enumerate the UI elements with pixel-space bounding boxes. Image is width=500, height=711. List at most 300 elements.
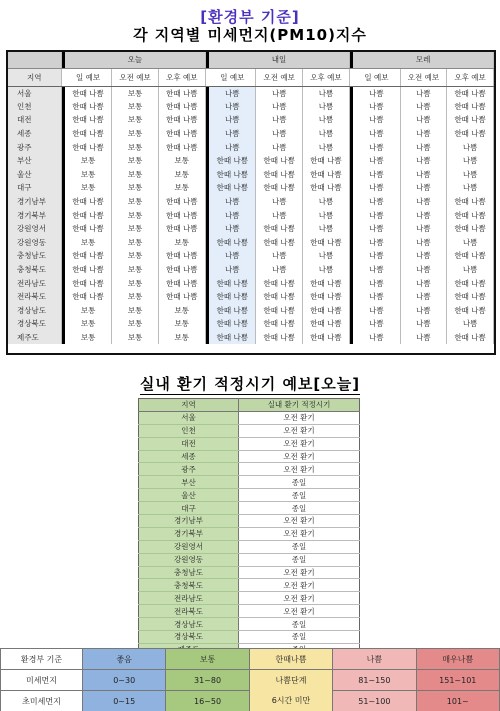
ventilation-region: 세종 (139, 450, 239, 463)
pm10-very-bad-range: 151~101 (416, 670, 499, 691)
forecast-cell: 나쁨 (303, 208, 350, 222)
forecast-cell: 보통 (158, 317, 205, 331)
table-row (8, 208, 494, 222)
region-name: 대구 (8, 181, 61, 195)
ventilation-timing: 종일 (239, 540, 360, 553)
table-row (8, 249, 494, 263)
forecast-cell: 보통 (112, 181, 159, 195)
forecast-cell: 나쁨 (256, 127, 303, 141)
forecast-cell: 한때 나쁨 (256, 276, 303, 290)
day-header-2: 모레 (353, 52, 493, 68)
forecast-cell: 한때 나쁨 (303, 304, 350, 318)
forecast-cell: 한때 나쁨 (256, 317, 303, 331)
sub-header-1-1: 오전 예보 (256, 68, 303, 86)
region-name: 경상남도 (8, 304, 61, 318)
forecast-cell: 나쁨 (353, 113, 400, 127)
forecast-cell: 한때 나쁨 (65, 249, 112, 263)
forecast-cell: 한때 나쁨 (447, 249, 494, 263)
forecast-cell: 한때 나쁨 (256, 222, 303, 236)
forecast-cell: 나쁨 (353, 100, 400, 114)
ventilation-table (138, 398, 360, 657)
forecast-cell: 나쁨 (303, 100, 350, 114)
table-row (139, 450, 360, 463)
table-row (8, 140, 494, 154)
forecast-cell: 한때 나쁨 (65, 222, 112, 236)
forecast-cell: 한때 나쁨 (209, 168, 256, 182)
table-row (8, 86, 494, 100)
forecast-cell: 나쁨 (209, 86, 256, 100)
sub-header-0-1: 오전 예보 (112, 68, 159, 86)
grade-good: 좋음 (83, 649, 166, 670)
forecast-cell: 나쁨 (303, 249, 350, 263)
forecast-cell: 보통 (65, 168, 112, 182)
region-name: 인천 (8, 100, 61, 114)
ventilation-timing: 오전 환기 (239, 437, 360, 450)
ventilation-region: 서울 (139, 411, 239, 424)
forecast-cell: 나쁨 (400, 86, 447, 100)
ventilation-region: 경상남도 (139, 618, 239, 631)
ventilation-timing: 오전 환기 (239, 411, 360, 424)
forecast-cell: 나쁨 (400, 181, 447, 195)
day-header-1: 내일 (209, 52, 349, 68)
forecast-cell: 보통 (112, 317, 159, 331)
forecast-cell: 한때 나쁨 (158, 263, 205, 277)
forecast-cell: 보통 (112, 86, 159, 100)
ventilation-region: 전라남도 (139, 592, 239, 605)
forecast-cell: 나쁨 (303, 222, 350, 236)
forecast-cell: 보통 (158, 304, 205, 318)
forecast-cell: 한때 나쁨 (447, 290, 494, 304)
forecast-cell: 나쁨 (400, 195, 447, 209)
ventilation-region: 대구 (139, 502, 239, 515)
ventilation-title: 실내 환기 적정시기 예보[오늘] (139, 375, 361, 393)
forecast-cell: 보통 (112, 263, 159, 277)
forecast-cell: 한때 나쁨 (209, 154, 256, 168)
ventilation-timing: 오전 환기 (239, 566, 360, 579)
forecast-cell: 나쁨 (353, 222, 400, 236)
forecast-cell: 보통 (112, 249, 159, 263)
forecast-cell: 나쁨 (303, 113, 350, 127)
table-row (139, 411, 360, 424)
ventilation-region: 충청남도 (139, 566, 239, 579)
forecast-cell: 나쁨 (353, 249, 400, 263)
forecast-cell: 보통 (158, 181, 205, 195)
forecast-cell: 한때 나쁨 (303, 236, 350, 250)
forecast-cell: 나쁨 (353, 290, 400, 304)
table-row (139, 424, 360, 437)
ventilation-region: 대전 (139, 437, 239, 450)
table-row (8, 100, 494, 114)
table-row (8, 222, 494, 236)
sub-header-1-0: 일 예보 (209, 68, 256, 86)
forecast-cell: 한때 나쁨 (256, 304, 303, 318)
forecast-cell: 한때 나쁨 (447, 113, 494, 127)
forecast-cell: 나쁨 (303, 140, 350, 154)
forecast-cell: 나쁨 (209, 113, 256, 127)
region-name: 서울 (8, 86, 61, 100)
ventilation-timing: 오전 환기 (239, 605, 360, 618)
forecast-cell: 나쁨 (400, 290, 447, 304)
region-name: 충청남도 (8, 249, 61, 263)
region-name: 광주 (8, 140, 61, 154)
forecast-cell: 보통 (112, 195, 159, 209)
forecast-cell: 한때 나쁨 (256, 290, 303, 304)
forecast-cell: 나쁨 (400, 276, 447, 290)
forecast-cell: 나쁨 (256, 140, 303, 154)
forecast-cell: 나쁨 (400, 113, 447, 127)
table-row (139, 515, 360, 528)
ventilation-timing: 종일 (239, 489, 360, 502)
forecast-cell: 한때 나쁨 (447, 195, 494, 209)
table-row (139, 540, 360, 553)
table-row (139, 476, 360, 489)
table-row (8, 263, 494, 277)
forecast-cell: 보통 (65, 331, 112, 345)
forecast-cell: 한때 나쁨 (256, 181, 303, 195)
forecast-cell: 보통 (112, 290, 159, 304)
forecast-cell: 한때 나쁨 (303, 317, 350, 331)
forecast-cell: 한때 나쁨 (65, 86, 112, 100)
forecast-cell: 나쁨 (447, 236, 494, 250)
sub-header-2-1: 오전 예보 (400, 68, 447, 86)
forecast-cell: 한때 나쁨 (65, 140, 112, 154)
pm25-bad-range: 51~100 (333, 691, 416, 711)
forecast-cell: 나쁨 (209, 195, 256, 209)
forecast-cell: 한때 나쁨 (209, 181, 256, 195)
table-row (139, 527, 360, 540)
forecast-cell: 나쁨 (256, 249, 303, 263)
sub-header-2-2: 오후 예보 (447, 68, 494, 86)
forecast-cell: 한때 나쁨 (65, 290, 112, 304)
forecast-cell: 나쁨 (400, 317, 447, 331)
forecast-cell: 나쁨 (400, 331, 447, 345)
forecast-cell: 나쁨 (353, 263, 400, 277)
forecast-cell: 나쁨 (400, 222, 447, 236)
forecast-cell: 나쁨 (303, 263, 350, 277)
forecast-cell: 한때 나쁨 (65, 127, 112, 141)
forecast-cell: 나쁨 (353, 236, 400, 250)
forecast-cell: 나쁨 (400, 127, 447, 141)
forecast-cell: 나쁨 (353, 86, 400, 100)
forecast-cell: 나쁨 (256, 195, 303, 209)
ventilation-region: 인천 (139, 424, 239, 437)
table-row (139, 605, 360, 618)
forecast-cell: 한때 나쁨 (447, 100, 494, 114)
forecast-cell: 나쁨 (400, 168, 447, 182)
pm10-label: 미세먼지 (1, 670, 83, 691)
forecast-cell: 나쁨 (447, 181, 494, 195)
region-name: 경상북도 (8, 317, 61, 331)
forecast-cell: 나쁨 (353, 317, 400, 331)
table-row (8, 290, 494, 304)
ventilation-region: 광주 (139, 463, 239, 476)
table-row (139, 489, 360, 502)
forecast-cell: 한때 나쁨 (303, 331, 350, 345)
forecast-cell: 나쁨 (400, 154, 447, 168)
forecast-cell: 나쁨 (353, 168, 400, 182)
forecast-cell: 한때 나쁨 (65, 263, 112, 277)
forecast-cell: 한때 나쁨 (447, 331, 494, 345)
grade-bad: 나쁨 (333, 649, 416, 670)
forecast-cell: 나쁨 (209, 208, 256, 222)
page-title: 각 지역별 미세먼지(PM10)지수 (133, 26, 367, 44)
pm10-normal-range: 31~80 (166, 670, 249, 691)
forecast-cell: 나쁨 (400, 263, 447, 277)
forecast-cell: 보통 (112, 208, 159, 222)
forecast-cell: 나쁨 (256, 208, 303, 222)
sometimes-bad-line1: 나쁨단계 (275, 675, 307, 685)
ventilation-header-row (139, 399, 360, 412)
forecast-cell: 나쁨 (209, 263, 256, 277)
forecast-cell: 보통 (112, 236, 159, 250)
table-row (8, 181, 494, 195)
ventilation-timing: 오전 환기 (239, 450, 360, 463)
source-title: [환경부 기준] (200, 8, 300, 26)
forecast-cell: 나쁨 (400, 140, 447, 154)
forecast-cell: 나쁨 (447, 168, 494, 182)
forecast-cell: 한때 나쁨 (158, 140, 205, 154)
forecast-cell: 나쁨 (209, 249, 256, 263)
table-row (8, 331, 494, 345)
sub-header-0-0: 일 예보 (65, 68, 112, 86)
forecast-cell: 나쁨 (447, 140, 494, 154)
forecast-day-header-row (8, 52, 494, 68)
forecast-cell: 나쁨 (256, 113, 303, 127)
forecast-cell: 나쁨 (353, 304, 400, 318)
forecast-cell: 한때 나쁨 (158, 222, 205, 236)
table-row (139, 437, 360, 450)
forecast-cell: 한때 나쁨 (65, 276, 112, 290)
ventilation-region: 경기북부 (139, 527, 239, 540)
forecast-cell: 한때 나쁨 (447, 304, 494, 318)
forecast-cell: 한때 나쁨 (303, 154, 350, 168)
sub-header-0-2: 오후 예보 (158, 68, 205, 86)
ventilation-region: 경기남부 (139, 515, 239, 528)
forecast-cell: 나쁨 (353, 154, 400, 168)
ventilation-timing: 종일 (239, 553, 360, 566)
forecast-cell: 보통 (65, 304, 112, 318)
table-row (8, 195, 494, 209)
forecast-cell: 나쁨 (447, 263, 494, 277)
forecast-cell: 나쁨 (400, 249, 447, 263)
forecast-cell: 보통 (65, 236, 112, 250)
forecast-cell: 나쁨 (209, 127, 256, 141)
ventilation-timing: 오전 환기 (239, 463, 360, 476)
ventilation-region: 강원영서 (139, 540, 239, 553)
forecast-cell: 한때 나쁨 (158, 100, 205, 114)
forecast-cell: 나쁨 (353, 140, 400, 154)
forecast-cell: 나쁨 (447, 317, 494, 331)
forecast-cell: 한때 나쁨 (303, 181, 350, 195)
forecast-cell: 나쁨 (303, 86, 350, 100)
forecast-sub-header-row (8, 68, 494, 86)
forecast-cell: 한때 나쁨 (447, 208, 494, 222)
forecast-cell: 한때 나쁨 (65, 100, 112, 114)
forecast-cell: 나쁨 (353, 127, 400, 141)
forecast-cell: 한때 나쁨 (158, 195, 205, 209)
forecast-cell: 한때 나쁨 (158, 276, 205, 290)
forecast-cell: 나쁨 (353, 276, 400, 290)
forecast-cell: 한때 나쁨 (209, 236, 256, 250)
forecast-cell: 나쁨 (256, 86, 303, 100)
region-name: 강원영동 (8, 236, 61, 250)
grade-legend-table (0, 648, 500, 711)
ventilation-timing: 오전 환기 (239, 527, 360, 540)
forecast-cell: 한때 나쁨 (209, 290, 256, 304)
forecast-cell: 보통 (112, 140, 159, 154)
table-row (8, 304, 494, 318)
forecast-cell: 보통 (112, 168, 159, 182)
ventilation-timing-header: 실내 환기 적정시기 (239, 399, 360, 412)
table-row (139, 566, 360, 579)
region-name: 세종 (8, 127, 61, 141)
forecast-cell: 보통 (112, 127, 159, 141)
forecast-cell: 나쁨 (209, 140, 256, 154)
region-name: 경기북부 (8, 208, 61, 222)
table-row (139, 553, 360, 566)
forecast-cell: 한때 나쁨 (256, 236, 303, 250)
table-row (8, 168, 494, 182)
sometimes-bad-line2: 6시간 미만 (271, 695, 311, 705)
region-name: 울산 (8, 168, 61, 182)
table-row (8, 276, 494, 290)
grade-very-bad: 매우나쁨 (416, 649, 499, 670)
forecast-cell: 나쁨 (400, 100, 447, 114)
region-header-spacer (8, 52, 61, 68)
forecast-cell: 한때 나쁨 (65, 195, 112, 209)
table-row (139, 463, 360, 476)
table-row (8, 113, 494, 127)
forecast-cell: 한때 나쁨 (256, 168, 303, 182)
forecast-table (6, 50, 496, 355)
forecast-cell: 한때 나쁨 (303, 276, 350, 290)
forecast-cell: 나쁨 (256, 263, 303, 277)
forecast-cell: 보통 (158, 168, 205, 182)
forecast-cell: 한때 나쁨 (158, 86, 205, 100)
region-name: 전라남도 (8, 276, 61, 290)
forecast-cell: 한때 나쁨 (209, 317, 256, 331)
pm10-bad-range: 81~150 (333, 670, 416, 691)
region-name: 충청북도 (8, 263, 61, 277)
legend-header-label: 환경부 기준 (1, 649, 83, 670)
forecast-cell: 한때 나쁨 (447, 222, 494, 236)
forecast-cell: 한때 나쁨 (447, 127, 494, 141)
ventilation-timing: 오전 환기 (239, 424, 360, 437)
ventilation-region: 강원영동 (139, 553, 239, 566)
forecast-cell: 보통 (158, 236, 205, 250)
table-row (8, 317, 494, 331)
ventilation-region: 경상북도 (139, 631, 239, 644)
sometimes-bad-definition (249, 670, 332, 711)
forecast-cell: 나쁨 (256, 100, 303, 114)
region-name: 대전 (8, 113, 61, 127)
ventilation-timing: 종일 (239, 618, 360, 631)
ventilation-region: 부산 (139, 476, 239, 489)
forecast-cell: 보통 (158, 331, 205, 345)
region-name: 경기남부 (8, 195, 61, 209)
forecast-cell: 한때 나쁨 (65, 113, 112, 127)
forecast-cell: 나쁨 (400, 236, 447, 250)
forecast-cell: 한때 나쁨 (303, 168, 350, 182)
region-name: 강원영서 (8, 222, 61, 236)
ventilation-timing: 오전 환기 (239, 592, 360, 605)
table-row (8, 127, 494, 141)
table-row (139, 592, 360, 605)
forecast-cell: 보통 (112, 100, 159, 114)
forecast-cell: 보통 (112, 222, 159, 236)
forecast-cell: 한때 나쁨 (158, 113, 205, 127)
forecast-cell: 나쁨 (303, 127, 350, 141)
region-column-header: 지역 (8, 68, 61, 86)
forecast-cell: 나쁨 (209, 100, 256, 114)
ventilation-timing: 종일 (239, 502, 360, 515)
forecast-cell: 한때 나쁨 (447, 276, 494, 290)
forecast-cell: 나쁨 (353, 195, 400, 209)
forecast-cell: 나쁨 (209, 222, 256, 236)
pm25-very-bad-range: 101~ (416, 691, 499, 711)
grade-normal: 보통 (166, 649, 249, 670)
ventilation-region-header: 지역 (139, 399, 239, 412)
forecast-cell: 보통 (65, 181, 112, 195)
forecast-cell: 한때 나쁨 (65, 208, 112, 222)
table-row (139, 618, 360, 631)
forecast-cell: 나쁨 (400, 208, 447, 222)
forecast-cell: 나쁨 (303, 195, 350, 209)
sub-header-1-2: 오후 예보 (303, 68, 350, 86)
region-name: 제주도 (8, 331, 61, 345)
pm25-good-range: 0~15 (83, 691, 166, 711)
forecast-cell: 나쁨 (353, 208, 400, 222)
ventilation-region: 충청북도 (139, 579, 239, 592)
forecast-cell: 나쁨 (353, 181, 400, 195)
ventilation-timing: 종일 (239, 476, 360, 489)
pm10-good-range: 0~30 (83, 670, 166, 691)
forecast-cell: 보통 (112, 331, 159, 345)
forecast-cell: 한때 나쁨 (256, 154, 303, 168)
forecast-cell: 한때 나쁨 (209, 276, 256, 290)
table-row (139, 579, 360, 592)
table-row (8, 154, 494, 168)
ventilation-region: 전라북도 (139, 605, 239, 618)
forecast-cell: 나쁨 (400, 304, 447, 318)
table-row (8, 236, 494, 250)
forecast-cell: 보통 (112, 276, 159, 290)
forecast-cell: 한때 나쁨 (209, 304, 256, 318)
forecast-cell: 한때 나쁨 (209, 331, 256, 345)
table-row (139, 502, 360, 515)
forecast-cell: 나쁨 (353, 331, 400, 345)
region-name: 부산 (8, 154, 61, 168)
forecast-cell: 보통 (112, 304, 159, 318)
ventilation-region: 울산 (139, 489, 239, 502)
forecast-cell: 보통 (112, 154, 159, 168)
table-row (139, 631, 360, 644)
forecast-cell: 한때 나쁨 (158, 127, 205, 141)
forecast-cell: 보통 (158, 154, 205, 168)
day-header-0: 오늘 (65, 52, 205, 68)
forecast-cell: 한때 나쁨 (158, 249, 205, 263)
pm25-normal-range: 16~50 (166, 691, 249, 711)
forecast-cell: 한때 나쁨 (158, 208, 205, 222)
ventilation-timing: 오전 환기 (239, 579, 360, 592)
sub-header-2-0: 일 예보 (353, 68, 400, 86)
forecast-cell: 한때 나쁨 (256, 331, 303, 345)
forecast-cell: 한때 나쁨 (447, 86, 494, 100)
ventilation-timing: 오전 환기 (239, 515, 360, 528)
forecast-cell: 보통 (65, 317, 112, 331)
forecast-cell: 한때 나쁨 (158, 290, 205, 304)
pm25-label: 초미세먼지 (1, 691, 83, 711)
